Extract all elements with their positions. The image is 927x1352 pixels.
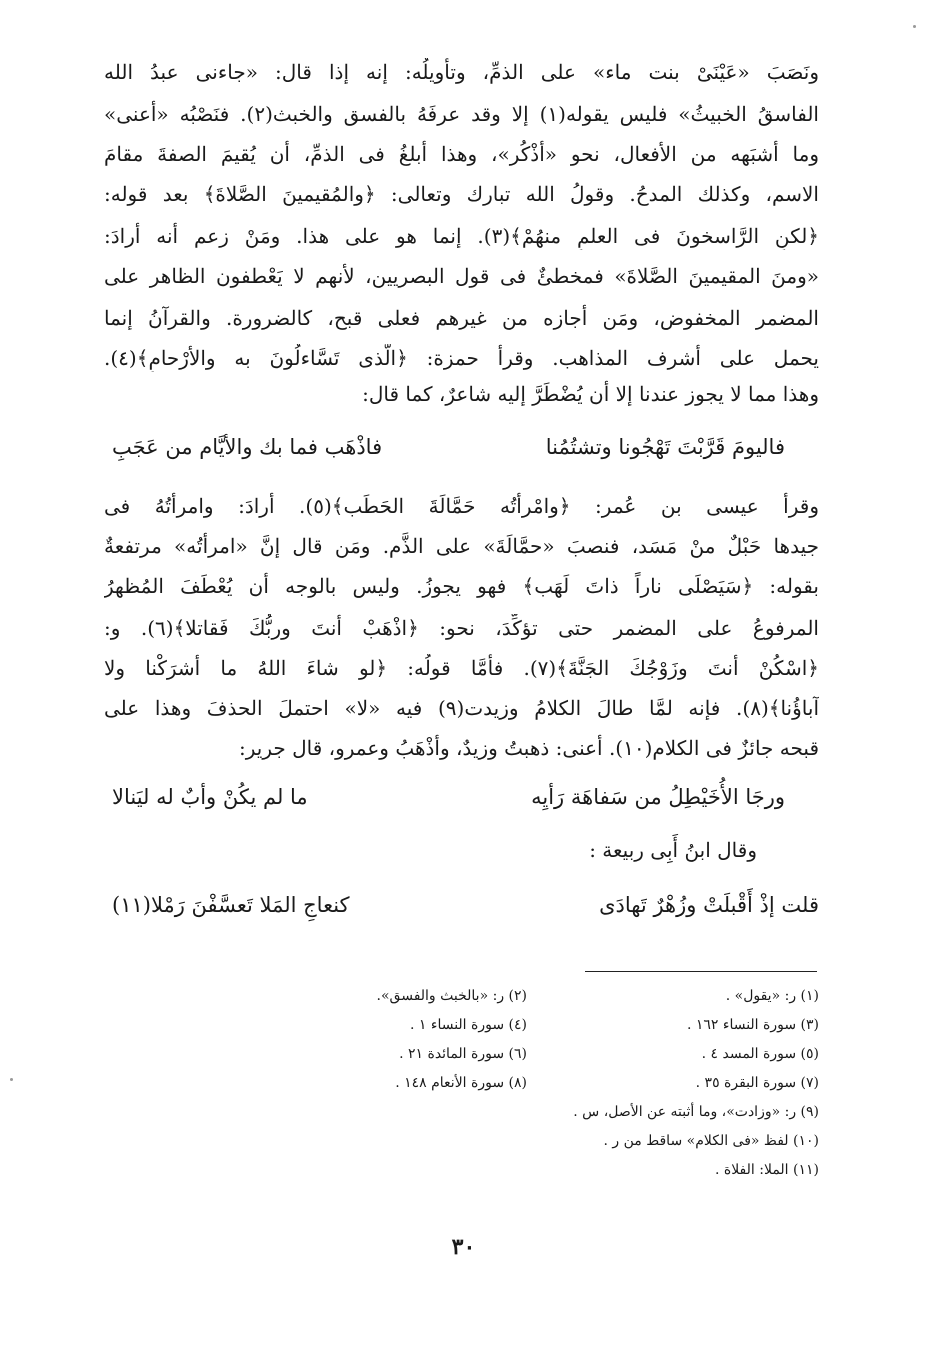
verse-hemistich-first: فاليومَ قَرَّبْتَ تَهْجُونا وتشتُمُنا bbox=[545, 435, 785, 459]
body-line: وما أشبَهه من الأفعال، نحو «أذْكُر»، وهذا أبلغُ فى الذمِّ، أن يُقيمَ الصفةَ مقامَ bbox=[104, 142, 819, 166]
footnote: (٩) ر: «وزادت»، وما أثبته عن الأصل، س . bbox=[573, 1104, 819, 1120]
body-line: جيدها حَبْلٌ منْ مَسَد، فنصبَ «حمَّالَةَ» على الذَّم. ومَن قال إنَّ «امرأتُه» مرتفعةٌ bbox=[104, 534, 819, 558]
body-line: وهذا مما لا يجوز عندنا إلا أن يُضْطَرَّ إليه شاعرٌ، كما قال: bbox=[362, 382, 819, 406]
body-line: بقوله: ﴿سَيَصْلَى ناراً ذاتَ لَهَب﴾ فهو يجوزُ. وليس بالوجه أن يُعْطَفَ المُظهرُ bbox=[104, 574, 819, 598]
footnote: (٥) سورة المسد ٤ . bbox=[701, 1046, 819, 1062]
footnote: (٧) سورة البقرة ٣٥ . bbox=[695, 1075, 819, 1091]
verse-intro: وقال ابنُ أَبِى ربيعة : bbox=[589, 838, 757, 862]
scan-speck bbox=[10, 1078, 13, 1081]
footnote: (٨) سورة الأنعام ١٤٨ . bbox=[395, 1075, 527, 1091]
body-line: ﴿اسْكُنْ أنتَ وزَوْجُكَ الجَنَّةَ﴾(٧). فأمَّا قولُه: ﴿لو شاءَ اللهُ ما أشرَكْنا ولا bbox=[104, 656, 819, 680]
verse-hemistich-second: ما لم يكُنْ وأبٌ له ليَنالا bbox=[112, 785, 308, 809]
body-line: المرفوعُ على المضمر حتى تؤكِّدَ، نحو: ﴿اذْهَبْ أنتَ وربُّكَ فَقاتلا﴾(٦). و: bbox=[104, 616, 819, 640]
footnote: (١) ر: «يقول» . bbox=[725, 988, 819, 1004]
footnote: (٢) ر: «بالخبث والفسق». bbox=[376, 988, 527, 1004]
verse-hemistich-second: كنعاجِ المَلا تَعسَّفْنَ رَمْلا(١١) bbox=[112, 893, 350, 917]
body-line: قبحه جائزٌ فى الكلام(١٠). أعنى: ذهبتُ وزيدٌ، وأذْهَبُ وعمرو، قال جرير: bbox=[239, 736, 819, 760]
body-line: الاسم، وكذلك المدحُ. وقولُ الله تبارك وتعالى: ﴿والمُقيمينَ الصَّلاةَ﴾ بعد قوله: bbox=[104, 182, 819, 206]
footnote: (١٠) لفظ «فى الكلام» ساقط من ر . bbox=[603, 1133, 819, 1149]
verse-hemistich-first: ورجَا الأُخَيْطِلُ من سَفاهَة رَأيِه bbox=[531, 785, 785, 809]
footnote-separator bbox=[585, 971, 817, 972]
body-line: آباؤُنا﴾(٨). فإنه لمَّا طالَ الكلامُ وزيدت(٩) فيه «لا» احتملَ الحذفَ وهذا على bbox=[104, 696, 819, 720]
body-line: ونَصَبَ «عَيْنَىْ بنت ماء» على الذمِّ، وتأويلُه: إنه إذا قال: «جاءنى عبدُ الله bbox=[104, 60, 819, 84]
verse-hemistich-second: فاذْهَب فما بك والأيَّام من عَجَبِ bbox=[112, 435, 383, 459]
scan-speck bbox=[913, 25, 916, 28]
footnote: (٣) سورة النساء ١٦٢ . bbox=[686, 1017, 819, 1033]
body-line: «ومنَ المقيمينَ الصَّلاةَ» فمخطئٌ فى قول البصريين، لأنهم لا يَعْطفون الظاهر على bbox=[104, 264, 819, 288]
body-line: وقرأ عيسى بن عُمر: ﴿وامْرأتُه حَمَّالَةَ الحَطَب﴾(٥). أرادَ: وامرأتُهُ فى bbox=[104, 494, 819, 518]
body-line: ﴿لكنِ الرَّاسخونَ فى العلمِ منهُمْ﴾(٣). إنما هو على هذا. ومَنْ زعم أنه أرادَ: bbox=[104, 224, 819, 248]
footnote: (١١) الملا: الفلاة . bbox=[714, 1162, 819, 1178]
body-line: يحمل على أشرف المذاهب. وقرأ حمزة: ﴿الَّذى تَسَّاءلُونَ به والأرْحامِ﴾(٤). bbox=[104, 346, 819, 370]
body-line: المضمر المخفوض، ومَن أجازه من غيرهم فعلى قبح، كالضرورة. والقرآنُ إنما bbox=[104, 306, 819, 330]
page-number: ٣٠ bbox=[451, 1234, 476, 1260]
verse-hemistich-first: قلت إذْ أَقْبلَتْ وزُهْرٌ تَهادَى bbox=[599, 893, 819, 917]
footnote: (٦) سورة المائدة ٢١ . bbox=[399, 1046, 527, 1062]
footnote: (٤) سورة النساء ١ . bbox=[409, 1017, 527, 1033]
body-line: الفاسقُ الخبيثُ» فليس يقوله(١) إلا وقد عرفَهُ بالفسق والخبث(٢). فنَصْبُه «أعنى» bbox=[104, 102, 819, 126]
